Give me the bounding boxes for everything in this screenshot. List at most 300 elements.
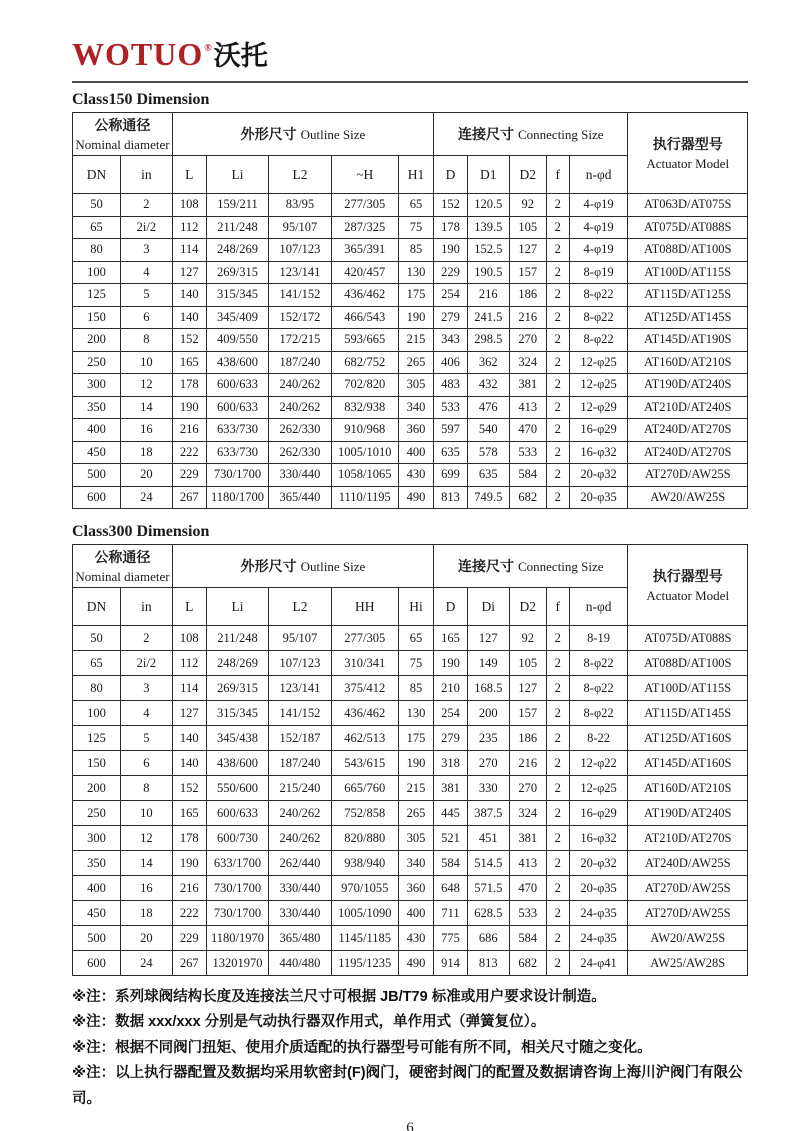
table-cell: 315/345 bbox=[206, 284, 269, 307]
header-divider bbox=[72, 81, 748, 83]
table-cell: 108 bbox=[172, 194, 206, 217]
table-cell: 248/269 bbox=[206, 651, 269, 676]
table-cell: 107/123 bbox=[269, 651, 331, 676]
header-nominal-cn: 公称通径 bbox=[94, 117, 151, 133]
table-row bbox=[73, 216, 748, 239]
table-cell: 584 bbox=[434, 851, 468, 876]
table-cell: 150 bbox=[73, 751, 121, 776]
table-cell: 140 bbox=[172, 726, 206, 751]
table-cell: 127 bbox=[172, 701, 206, 726]
table-cell: 8 bbox=[120, 329, 172, 352]
table-cell: 832/938 bbox=[331, 396, 399, 419]
table-cell: AT160D/AT210S bbox=[628, 351, 748, 374]
col-l2: L2 bbox=[269, 588, 331, 626]
table-cell: AT125D/AT160S bbox=[628, 726, 748, 751]
table-cell: 127 bbox=[509, 676, 546, 701]
table-cell: 262/330 bbox=[269, 441, 331, 464]
table-cell: 4-φ19 bbox=[569, 194, 628, 217]
table-cell: 2 bbox=[546, 351, 569, 374]
table-cell: 5 bbox=[120, 284, 172, 307]
col-l2: L2 bbox=[269, 156, 331, 194]
col-di: Di bbox=[467, 588, 509, 626]
header-outline-size bbox=[172, 545, 433, 588]
table-cell: 600/633 bbox=[206, 396, 269, 419]
table-cell: 18 bbox=[120, 441, 172, 464]
table-cell: 730/1700 bbox=[206, 901, 269, 926]
table-cell: 75 bbox=[399, 651, 434, 676]
table-cell: 635 bbox=[434, 441, 468, 464]
table-row bbox=[73, 626, 748, 651]
table-cell: 8-φ22 bbox=[569, 701, 628, 726]
table-cell: 300 bbox=[73, 826, 121, 851]
header-outline-en: Outline Size bbox=[300, 127, 366, 142]
table-cell: 178 bbox=[434, 216, 468, 239]
table-cell: 2 bbox=[546, 751, 569, 776]
table-cell: 345/438 bbox=[206, 726, 269, 751]
table-cell: 8-φ19 bbox=[569, 261, 628, 284]
table-cell: 211/248 bbox=[206, 626, 269, 651]
table-cell: AT075D/AT088S bbox=[628, 626, 748, 651]
table-cell: 277/305 bbox=[331, 194, 399, 217]
table-cell: 2 bbox=[120, 626, 172, 651]
table-cell: 190 bbox=[399, 306, 434, 329]
header-nominal-diameter bbox=[73, 113, 173, 156]
table-cell: 820/880 bbox=[331, 826, 399, 851]
table-cell: AT088D/AT100S bbox=[628, 239, 748, 262]
table-cell: 270 bbox=[467, 751, 509, 776]
table-cell: 490 bbox=[399, 486, 434, 509]
table-cell: 413 bbox=[509, 851, 546, 876]
table-cell: 229 bbox=[172, 464, 206, 487]
table-cell: 400 bbox=[73, 419, 121, 442]
table-cell: 190 bbox=[434, 651, 468, 676]
table-cell: 1005/1090 bbox=[331, 901, 399, 926]
table-cell: 2 bbox=[546, 419, 569, 442]
table-cell: 269/315 bbox=[206, 261, 269, 284]
header-actuator-en: Actuator Model bbox=[646, 588, 730, 603]
class300-table-body bbox=[73, 626, 748, 976]
class300-dimension-table bbox=[72, 544, 748, 976]
table-cell: 216 bbox=[172, 876, 206, 901]
col-li: Li bbox=[206, 588, 269, 626]
table-cell: 235 bbox=[467, 726, 509, 751]
table-cell: 250 bbox=[73, 351, 121, 374]
table-cell: 752/858 bbox=[331, 801, 399, 826]
table-cell: AT088D/AT100S bbox=[628, 651, 748, 676]
table-cell: 533 bbox=[434, 396, 468, 419]
table-cell: 2 bbox=[546, 486, 569, 509]
table-cell: 730/1700 bbox=[206, 876, 269, 901]
col-h: ~H bbox=[331, 156, 399, 194]
table-cell: AT125D/AT145S bbox=[628, 306, 748, 329]
table-cell: 172/215 bbox=[269, 329, 331, 352]
table-row bbox=[73, 351, 748, 374]
header-outline-cn: 外形尺寸 bbox=[240, 126, 297, 142]
table-cell: 682/752 bbox=[331, 351, 399, 374]
class300-table-header bbox=[73, 545, 748, 626]
table-cell: 279 bbox=[434, 306, 468, 329]
table-cell: 330/440 bbox=[269, 876, 331, 901]
class150-dimension-table bbox=[72, 112, 748, 509]
table-cell: 215 bbox=[399, 776, 434, 801]
table-row bbox=[73, 651, 748, 676]
col-li: Li bbox=[206, 156, 269, 194]
brand-header bbox=[72, 38, 748, 78]
col-dn: DN bbox=[73, 156, 121, 194]
table-cell: 578 bbox=[467, 441, 509, 464]
table-cell: 2i/2 bbox=[120, 651, 172, 676]
table-cell: 140 bbox=[172, 306, 206, 329]
table-cell: 159/211 bbox=[206, 194, 269, 217]
col-d: D bbox=[434, 156, 468, 194]
table-cell: AW25/AW28S bbox=[628, 951, 748, 976]
table-cell: 187/240 bbox=[269, 351, 331, 374]
footnote-3: ※注：根据不同阀门扭矩、使用介质适配的执行器型号可能有所不同，相关尺寸随之变化。 bbox=[72, 1039, 652, 1056]
table-row bbox=[73, 284, 748, 307]
col-hh: HH bbox=[331, 588, 399, 626]
col-in: in bbox=[120, 156, 172, 194]
table-cell: 240/262 bbox=[269, 374, 331, 397]
table-cell: 2 bbox=[546, 374, 569, 397]
table-cell: 65 bbox=[73, 651, 121, 676]
table-cell: AT063D/AT075S bbox=[628, 194, 748, 217]
table-row bbox=[73, 901, 748, 926]
table-cell: 75 bbox=[399, 216, 434, 239]
table-cell: 24 bbox=[120, 951, 172, 976]
table-cell: 123/141 bbox=[269, 261, 331, 284]
table-cell: 24-φ35 bbox=[569, 901, 628, 926]
header-actuator-cn: 执行器型号 bbox=[652, 136, 723, 152]
table-cell: 571.5 bbox=[467, 876, 509, 901]
footnote-2: ※注：数据 xxx/xxx 分别是气动执行器双作用式，单作用式（弹簧复位）。 bbox=[72, 1014, 546, 1031]
header-outline-size bbox=[172, 113, 433, 156]
table-cell: 269/315 bbox=[206, 676, 269, 701]
table-cell: 305 bbox=[399, 826, 434, 851]
table-cell: 2 bbox=[546, 441, 569, 464]
section-title-class300: Class300 Dimension bbox=[72, 523, 210, 540]
table-cell: 152/172 bbox=[269, 306, 331, 329]
col-d: D bbox=[434, 588, 468, 626]
table-cell: 250 bbox=[73, 801, 121, 826]
header-nominal-en: Nominal diameter bbox=[75, 569, 170, 584]
table-cell: 152 bbox=[172, 329, 206, 352]
table-cell: 190.5 bbox=[467, 261, 509, 284]
table-cell: 175 bbox=[399, 284, 434, 307]
table-cell: 365/440 bbox=[269, 486, 331, 509]
table-cell: 16-φ32 bbox=[569, 441, 628, 464]
table-cell: 2 bbox=[546, 216, 569, 239]
table-cell: 222 bbox=[172, 441, 206, 464]
table-cell: 749.5 bbox=[467, 486, 509, 509]
table-cell: 2 bbox=[546, 284, 569, 307]
table-cell: 16-φ32 bbox=[569, 826, 628, 851]
table-cell: 702/820 bbox=[331, 374, 399, 397]
table-cell: 277/305 bbox=[331, 626, 399, 651]
table-cell: 127 bbox=[172, 261, 206, 284]
header-actuator-model bbox=[628, 545, 748, 626]
table-cell: 451 bbox=[467, 826, 509, 851]
table-cell: 279 bbox=[434, 726, 468, 751]
table-cell: 2 bbox=[546, 801, 569, 826]
table-cell: 2 bbox=[546, 951, 569, 976]
table-cell: AT115D/AT145S bbox=[628, 701, 748, 726]
table-cell: 240/262 bbox=[269, 801, 331, 826]
table-cell: 20-φ35 bbox=[569, 876, 628, 901]
table-cell: 540 bbox=[467, 419, 509, 442]
table-cell: 633/730 bbox=[206, 419, 269, 442]
table-cell: 730/1700 bbox=[206, 464, 269, 487]
table-cell: 633/730 bbox=[206, 441, 269, 464]
table-cell: 157 bbox=[509, 701, 546, 726]
table-cell: 440/480 bbox=[269, 951, 331, 976]
table-cell: 686 bbox=[467, 926, 509, 951]
table-cell: 533 bbox=[509, 901, 546, 926]
table-cell: 1180/1700 bbox=[206, 486, 269, 509]
table-cell: 2 bbox=[546, 651, 569, 676]
header-nominal-diameter bbox=[73, 545, 173, 588]
table-row bbox=[73, 396, 748, 419]
table-cell: 2 bbox=[546, 926, 569, 951]
table-cell: 813 bbox=[467, 951, 509, 976]
table-cell: 165 bbox=[172, 351, 206, 374]
table-cell: 2 bbox=[546, 826, 569, 851]
table-cell: 20-φ32 bbox=[569, 464, 628, 487]
header-connecting-cn: 连接尺寸 bbox=[457, 126, 514, 142]
table-cell: 600/633 bbox=[206, 801, 269, 826]
table-cell: 125 bbox=[73, 726, 121, 751]
col-n-phi-d: n-φd bbox=[569, 588, 628, 626]
table-cell: 350 bbox=[73, 851, 121, 876]
table-cell: AT100D/AT115S bbox=[628, 261, 748, 284]
table-cell: AT075D/AT088S bbox=[628, 216, 748, 239]
table-row bbox=[73, 676, 748, 701]
table-cell: 665/760 bbox=[331, 776, 399, 801]
table-cell: 105 bbox=[509, 216, 546, 239]
table-cell: 315/345 bbox=[206, 701, 269, 726]
table-cell: 107/123 bbox=[269, 239, 331, 262]
table-cell: 108 bbox=[172, 626, 206, 651]
table-cell: 300 bbox=[73, 374, 121, 397]
table-row bbox=[73, 826, 748, 851]
table-cell: 543/615 bbox=[331, 751, 399, 776]
table-cell: 265 bbox=[399, 801, 434, 826]
table-cell: 112 bbox=[172, 216, 206, 239]
table-cell: AT145D/AT160S bbox=[628, 751, 748, 776]
table-cell: 330/440 bbox=[269, 464, 331, 487]
table-row bbox=[73, 374, 748, 397]
table-cell: 1005/1010 bbox=[331, 441, 399, 464]
table-cell: 10 bbox=[120, 351, 172, 374]
table-cell: 340 bbox=[399, 851, 434, 876]
table-cell: 470 bbox=[509, 419, 546, 442]
table-cell: 165 bbox=[172, 801, 206, 826]
table-cell: 711 bbox=[434, 901, 468, 926]
table-cell: AT240D/AW25S bbox=[628, 851, 748, 876]
table-cell: 95/107 bbox=[269, 216, 331, 239]
table-cell: AT270D/AW25S bbox=[628, 876, 748, 901]
table-cell: 262/440 bbox=[269, 851, 331, 876]
table-cell: 593/665 bbox=[331, 329, 399, 352]
table-cell: 241.5 bbox=[467, 306, 509, 329]
header-connecting-size bbox=[434, 113, 628, 156]
table-row bbox=[73, 194, 748, 217]
table-cell: AT270D/AW25S bbox=[628, 901, 748, 926]
table-cell: 584 bbox=[509, 464, 546, 487]
table-cell: 305 bbox=[399, 374, 434, 397]
table-cell: AT115D/AT125S bbox=[628, 284, 748, 307]
col-l: L bbox=[172, 156, 206, 194]
table-cell: 2 bbox=[546, 329, 569, 352]
table-cell: 165 bbox=[434, 626, 468, 651]
table-cell: 65 bbox=[73, 216, 121, 239]
table-cell: 597 bbox=[434, 419, 468, 442]
col-l: L bbox=[172, 588, 206, 626]
table-cell: 2 bbox=[546, 676, 569, 701]
table-cell: 6 bbox=[120, 306, 172, 329]
table-cell: 240/262 bbox=[269, 826, 331, 851]
table-cell: 150 bbox=[73, 306, 121, 329]
table-cell: 5 bbox=[120, 726, 172, 751]
table-cell: AT190D/AT240S bbox=[628, 801, 748, 826]
table-cell: 2 bbox=[546, 306, 569, 329]
table-cell: 16-φ29 bbox=[569, 419, 628, 442]
table-cell: 12 bbox=[120, 374, 172, 397]
table-cell: 600 bbox=[73, 486, 121, 509]
table-cell: 430 bbox=[399, 464, 434, 487]
table-cell: 8 bbox=[120, 776, 172, 801]
table-cell: 600 bbox=[73, 951, 121, 976]
table-cell: 190 bbox=[172, 396, 206, 419]
table-cell: 105 bbox=[509, 651, 546, 676]
table-cell: 365/391 bbox=[331, 239, 399, 262]
table-cell: 600/633 bbox=[206, 374, 269, 397]
table-cell: 114 bbox=[172, 239, 206, 262]
header-outline-cn: 外形尺寸 bbox=[240, 558, 297, 574]
table-cell: 2 bbox=[546, 464, 569, 487]
table-cell: 2 bbox=[546, 701, 569, 726]
col-h1: H1 bbox=[399, 156, 434, 194]
table-cell: 127 bbox=[509, 239, 546, 262]
table-cell: 200 bbox=[467, 701, 509, 726]
table-cell: 265 bbox=[399, 351, 434, 374]
table-cell: 178 bbox=[172, 826, 206, 851]
table-row bbox=[73, 951, 748, 976]
table-cell: 16-φ29 bbox=[569, 801, 628, 826]
table-cell: 141/152 bbox=[269, 284, 331, 307]
table-cell: AT210D/AT240S bbox=[628, 396, 748, 419]
table-cell: 4-φ19 bbox=[569, 239, 628, 262]
table-cell: 682 bbox=[509, 486, 546, 509]
table-cell: 813 bbox=[434, 486, 468, 509]
table-cell: 699 bbox=[434, 464, 468, 487]
table-cell: 8-φ22 bbox=[569, 676, 628, 701]
table-cell: 140 bbox=[172, 751, 206, 776]
table-cell: 12-φ25 bbox=[569, 351, 628, 374]
table-cell: 175 bbox=[399, 726, 434, 751]
table-cell: 12-φ25 bbox=[569, 374, 628, 397]
table-cell: 2 bbox=[546, 194, 569, 217]
table-row bbox=[73, 261, 748, 284]
table-cell: 381 bbox=[509, 374, 546, 397]
table-cell: 324 bbox=[509, 801, 546, 826]
table-cell: 123/141 bbox=[269, 676, 331, 701]
table-cell: AW20/AW25S bbox=[628, 486, 748, 509]
table-cell: 8-φ22 bbox=[569, 306, 628, 329]
table-cell: 229 bbox=[172, 926, 206, 951]
table-cell: 775 bbox=[434, 926, 468, 951]
table-cell: 4 bbox=[120, 261, 172, 284]
header-connecting-en: Connecting Size bbox=[517, 127, 604, 142]
header-nominal-cn: 公称通径 bbox=[94, 549, 151, 565]
header-connecting-size bbox=[434, 545, 628, 588]
header-nominal-en: Nominal diameter bbox=[75, 137, 170, 152]
table-cell: 130 bbox=[399, 261, 434, 284]
table-cell: 65 bbox=[399, 194, 434, 217]
table-cell: 114 bbox=[172, 676, 206, 701]
table-cell: 6 bbox=[120, 751, 172, 776]
table-cell: 200 bbox=[73, 776, 121, 801]
table-cell: 400 bbox=[73, 876, 121, 901]
table-cell: 450 bbox=[73, 441, 121, 464]
table-row bbox=[73, 486, 748, 509]
table-cell: 24-φ35 bbox=[569, 926, 628, 951]
table-cell: 248/269 bbox=[206, 239, 269, 262]
table-cell: 8-19 bbox=[569, 626, 628, 651]
table-cell: 186 bbox=[509, 284, 546, 307]
table-cell: 2 bbox=[546, 261, 569, 284]
table-cell: 600/730 bbox=[206, 826, 269, 851]
table-cell: 10 bbox=[120, 801, 172, 826]
table-cell: 438/600 bbox=[206, 751, 269, 776]
table-cell: 95/107 bbox=[269, 626, 331, 651]
table-cell: 92 bbox=[509, 194, 546, 217]
table-cell: 470 bbox=[509, 876, 546, 901]
table-row bbox=[73, 329, 748, 352]
table-cell: 168.5 bbox=[467, 676, 509, 701]
table-cell: 215/240 bbox=[269, 776, 331, 801]
class150-table-header bbox=[73, 113, 748, 194]
table-cell: 533 bbox=[509, 441, 546, 464]
table-cell: 216 bbox=[509, 306, 546, 329]
table-cell: 648 bbox=[434, 876, 468, 901]
table-cell: 50 bbox=[73, 194, 121, 217]
table-row bbox=[73, 726, 748, 751]
table-cell: 270 bbox=[509, 329, 546, 352]
table-row bbox=[73, 876, 748, 901]
table-cell: 16 bbox=[120, 419, 172, 442]
header-outline-en: Outline Size bbox=[300, 559, 366, 574]
table-cell: 190 bbox=[172, 851, 206, 876]
table-cell: 24 bbox=[120, 486, 172, 509]
table-cell: 12-φ25 bbox=[569, 776, 628, 801]
table-cell: 2 bbox=[120, 194, 172, 217]
table-cell: 216 bbox=[509, 751, 546, 776]
table-cell: 445 bbox=[434, 801, 468, 826]
table-cell: 432 bbox=[467, 374, 509, 397]
table-cell: 20 bbox=[120, 926, 172, 951]
table-cell: 4 bbox=[120, 701, 172, 726]
col-in: in bbox=[120, 588, 172, 626]
table-cell: 112 bbox=[172, 651, 206, 676]
table-cell: 2 bbox=[546, 851, 569, 876]
table-cell: 187/240 bbox=[269, 751, 331, 776]
header-connecting-cn: 连接尺寸 bbox=[457, 558, 514, 574]
table-cell: 190 bbox=[399, 751, 434, 776]
table-cell: 910/968 bbox=[331, 419, 399, 442]
table-cell: 2 bbox=[546, 776, 569, 801]
table-cell: 85 bbox=[399, 239, 434, 262]
col-d2: D2 bbox=[509, 588, 546, 626]
